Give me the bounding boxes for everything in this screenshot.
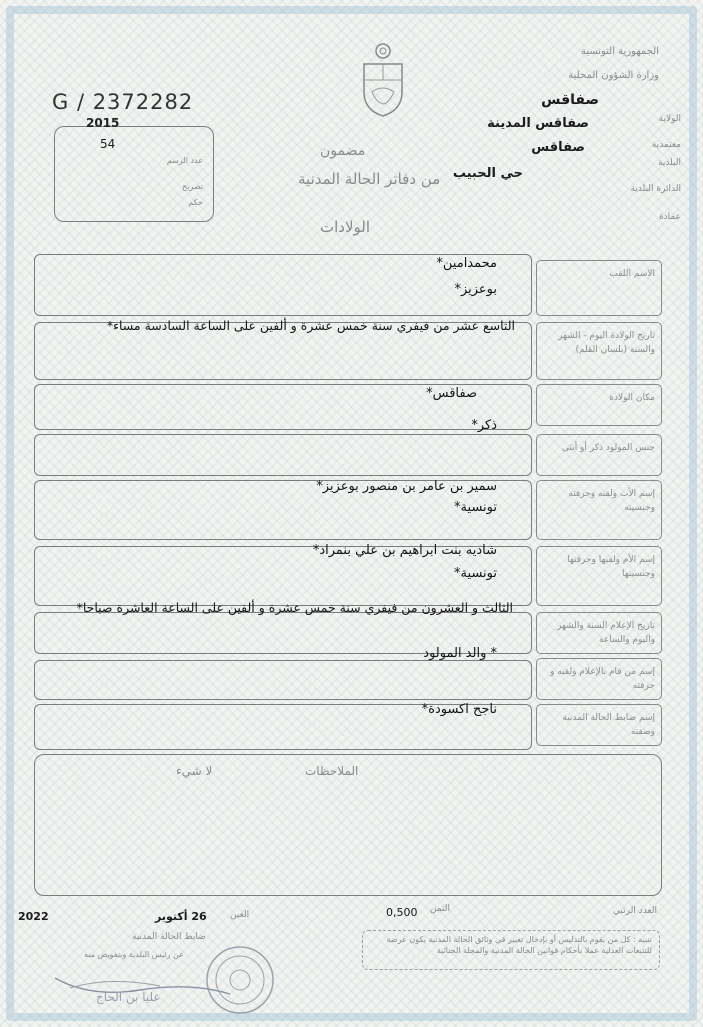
label-declarant: إسم من قام بالإعلام ولقبه و حرفته [550, 667, 655, 691]
value-mother: شاديه بنت ابراهيم بن علي بنمراد* [312, 543, 497, 558]
label-box-birthdate [536, 322, 662, 380]
record-number: 54 [100, 137, 116, 151]
label-sex: جنس المولود ذكر أو أنثى [561, 443, 655, 453]
field-box-declarant [34, 660, 532, 700]
municipality-value: صفاقس [531, 140, 585, 155]
title-line2: من دفاتر الحالة المدنية [298, 170, 441, 188]
footer-year: 2022 [18, 910, 49, 923]
box-label-record: عدد الرسم [166, 156, 203, 165]
notice-text: تنبيه : كل من يقوم بالتدليس أو بإدخال تغيير في وثائق الحالة المدنية يكون عرضة للتتبعات العدلية عملا بأحكام قوانين الحالة المدنية والمجلة الجنائية [386, 935, 652, 955]
side-label-sector: عمادة [658, 212, 681, 222]
label-name: الاسم اللقب [609, 269, 655, 279]
footer-serial-label: العدد الرتبي [612, 906, 657, 916]
box-label-judgment: حكم [188, 198, 203, 207]
tunisia-emblem-icon [358, 40, 408, 124]
label-birthdate: تاريخ الولادة اليوم - الشهر والسنة (بلسان القلم) [558, 331, 655, 355]
side-label-state: الولاية [658, 114, 681, 124]
title-line1: مضمون [320, 143, 366, 159]
state-value: صفاقس [541, 92, 599, 108]
value-sex: ذكر* [471, 418, 497, 433]
side-label-municipality: البلدية [658, 158, 681, 168]
document-number: G / 2372282 [52, 90, 194, 114]
record-year: 2015 [86, 116, 120, 130]
officer-subtitle: عن رئيس البلدية وبتفويض منه [84, 950, 184, 959]
box-label-declaration: تصريح [182, 182, 203, 191]
value-father: سمير بن عامر بن منصور بوعزيز* [316, 479, 497, 494]
value-declarant: * والد المولود [423, 646, 497, 661]
record-box [54, 126, 214, 222]
footer-price-value: 0,500 [386, 906, 418, 919]
label-mother: إسم الأم ولقبها وحرفتها وجنسيتها [567, 555, 655, 579]
label-box-sex [536, 434, 662, 476]
footer-day-month: 26 أكتوبر [155, 910, 207, 923]
footer-price-label: الثمن [430, 904, 451, 914]
label-box-father [536, 480, 662, 540]
value-first-name: محمدامين* [436, 256, 497, 271]
district-value: حي الحبيب [452, 166, 523, 181]
value-mother-nationality: تونسية* [454, 566, 497, 581]
section-title: الولادات [320, 218, 371, 236]
value-officer: ناجح اكسودة* [421, 702, 497, 717]
remarks-label: الملاحظات [305, 764, 359, 778]
label-box-officer [536, 704, 662, 746]
label-box-name [536, 260, 662, 316]
delegation-value: صفاقس المدينة [487, 116, 589, 131]
officer-title: ضابط الحالة المدنية [132, 932, 206, 942]
remarks-value: لا شيء [176, 764, 213, 778]
value-birthdate: التاسع عشر من فيفري سنة خمس عشرة و ألفين على الساعة السادسة مساء* [106, 318, 515, 333]
side-label-delegation: معتمدية [651, 140, 681, 150]
value-last-name: بوعزيز* [454, 282, 497, 297]
label-box-declarant [536, 658, 662, 700]
value-declaration-date: الثالث و العشرون من فيفري سنة خمس عشرة و ألفين على الساعة العاشرة صباحا* [76, 600, 513, 615]
label-box-birthplace [536, 384, 662, 426]
value-father-nationality: تونسية* [454, 500, 497, 515]
label-officer: إسم ضابط الحالة المدنية وصفته [562, 713, 655, 737]
label-birthplace: مكان الولادة [609, 393, 655, 403]
value-birthplace: صفاقس* [426, 386, 477, 401]
label-box-mother [536, 546, 662, 606]
footer-place-label: العين [230, 910, 250, 920]
label-father: إسم الأب ولقبه وحرفته وجنسيته [568, 489, 655, 513]
ministry-label: وزارة الشؤون المحلية [568, 70, 659, 81]
side-label-district: الدائرة البلدية [630, 184, 681, 194]
republic-label: الجمهورية التونسية [580, 46, 659, 57]
label-box-declaration-date [536, 612, 662, 654]
field-box-sex [34, 434, 532, 476]
signature-name: عليا بن الحاج [96, 990, 161, 1004]
label-declaration-date: تاريخ الإعلام السنة والشهر واليوم والساعة [557, 621, 655, 645]
